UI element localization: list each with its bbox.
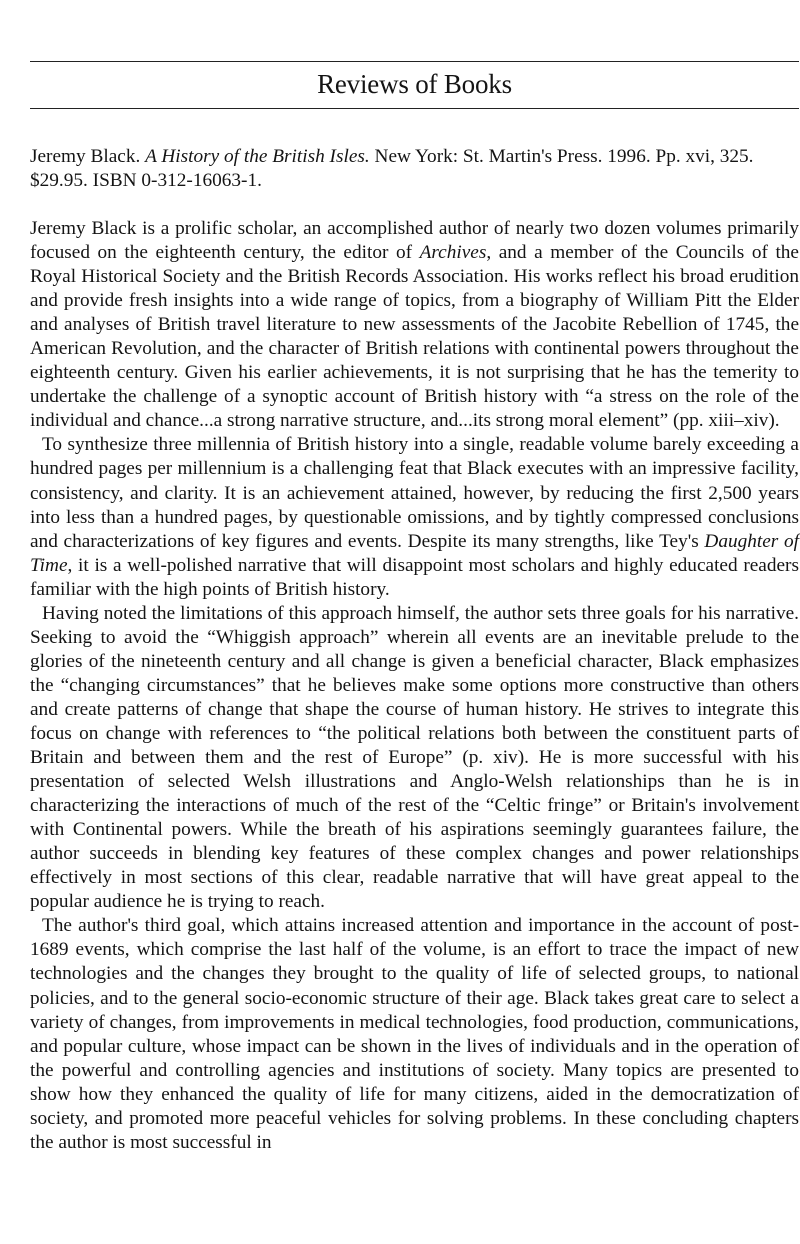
p1-text-b: , and a member of the Councils of the Royal Historical Society and the British Records Association. His works reflect his broad erudition and provide fresh insights into a wide range of topics, from a biography of William Pitt the Elder and analyses of British travel literature to new assessments of the Jacobite Rebellion of 1745, the American Revolution, and the character of British relations with continental powers throughout the eighteenth century. Given his earlier achievements, it is not surprising that he has the temerity to undertake the challenge of a synoptic account of British history with “a stress on the role of the individual and chance...a strong narrative structure, and...its strong moral element” (pp. xiii–xiv). bbox=[30, 242, 799, 432]
citation-author: Jeremy Black. bbox=[30, 146, 141, 167]
review-paragraph-4: The author's third goal, which attains increased attention and importance in the account of post-1689 events, which comprise the last half of the volume, is an effort to trace the impact of new technologies and the changes they brought to the quality of life of selected groups, to national policies, and to the general socio-economic structure of their age. Black takes great care to select a variety of changes, from improvements in medical technologies, food production, communications, and popular culture, whose impact can be shown in the lives of individuals and in the operation of the powerful and controlling agencies and institutions of society. Many topics are presented to show how they enhanced the quality of life for many citizens, aided in the democratization of society, and promoted more peaceful vehicles for solving problems. In these concluding chapters the author is most successful in bbox=[30, 915, 799, 1153]
p1-italic-archives: Archives bbox=[419, 242, 487, 264]
p2-italic-daughter-of-time: Daughter of Time bbox=[30, 530, 799, 576]
citation-book-title: A History of the British Isles. bbox=[145, 146, 370, 167]
book-citation bbox=[30, 145, 799, 193]
citation-publication: New York: St. Martin's Press. 1996. Pp. xvi, 325. $29.95. ISBN 0-312-16063-1. bbox=[30, 146, 754, 191]
bottom-rule bbox=[30, 108, 799, 109]
review-paragraph-2 bbox=[30, 433, 799, 601]
review-paragraph-3: Having noted the limitations of this approach himself, the author sets three goals for his narrative. Seeking to avoid the “Whiggish approach” wherein all events are an inevitable prelude to the glories of the nineteenth century and all change is given a beneficial character, Black emphasizes the “changing circumstances” that he believes make some options more constructive than others and create patterns of change that shape the course of human history. He strives to integrate this focus on change with references to “the political relations both between the constituent parts of Britain and between them and the rest of Europe” (p. xiv). He is more successful with his presentation of selected Welsh illustrations and Anglo-Welsh relationships than he is in characterizing the interactions of much of the rest of the “Celtic fringe” or Britain's involvement with Continental powers. While the breath of his aspirations seemingly guarantees failure, the author succeeds in blending key features of these complex changes and power relationships effectively in most sections of this clear, readable narrative that will have great appeal to the popular audience he is trying to reach. bbox=[30, 602, 799, 913]
p2-text-b: , it is a well-polished narrative that will disappoint most scholars and highly educated readers familiar with the high points of British history. bbox=[30, 554, 799, 600]
review-body bbox=[30, 217, 799, 1155]
section-heading: Reviews of Books bbox=[317, 69, 512, 99]
p1-text-a: Jeremy Black is a prolific scholar, an accomplished author of nearly two dozen volumes primarily focused on the eighteenth century, the editor of bbox=[30, 218, 799, 264]
p2-text-a: To synthesize three millennia of British history into a single, readable volume barely exceeding a hundred pages per millennium is a challenging feat that Black executes with an impressive facility, consistency, and clarity. It is an achievement attained, however, by reducing the first 2,500 years into less than a hundred pages, by questionable omissions, and by tightly compressed conclusions and characterizations of key figures and events. Despite its many strengths, like Tey's bbox=[30, 434, 799, 552]
review-paragraph-1 bbox=[30, 217, 799, 433]
top-rule bbox=[30, 61, 799, 62]
